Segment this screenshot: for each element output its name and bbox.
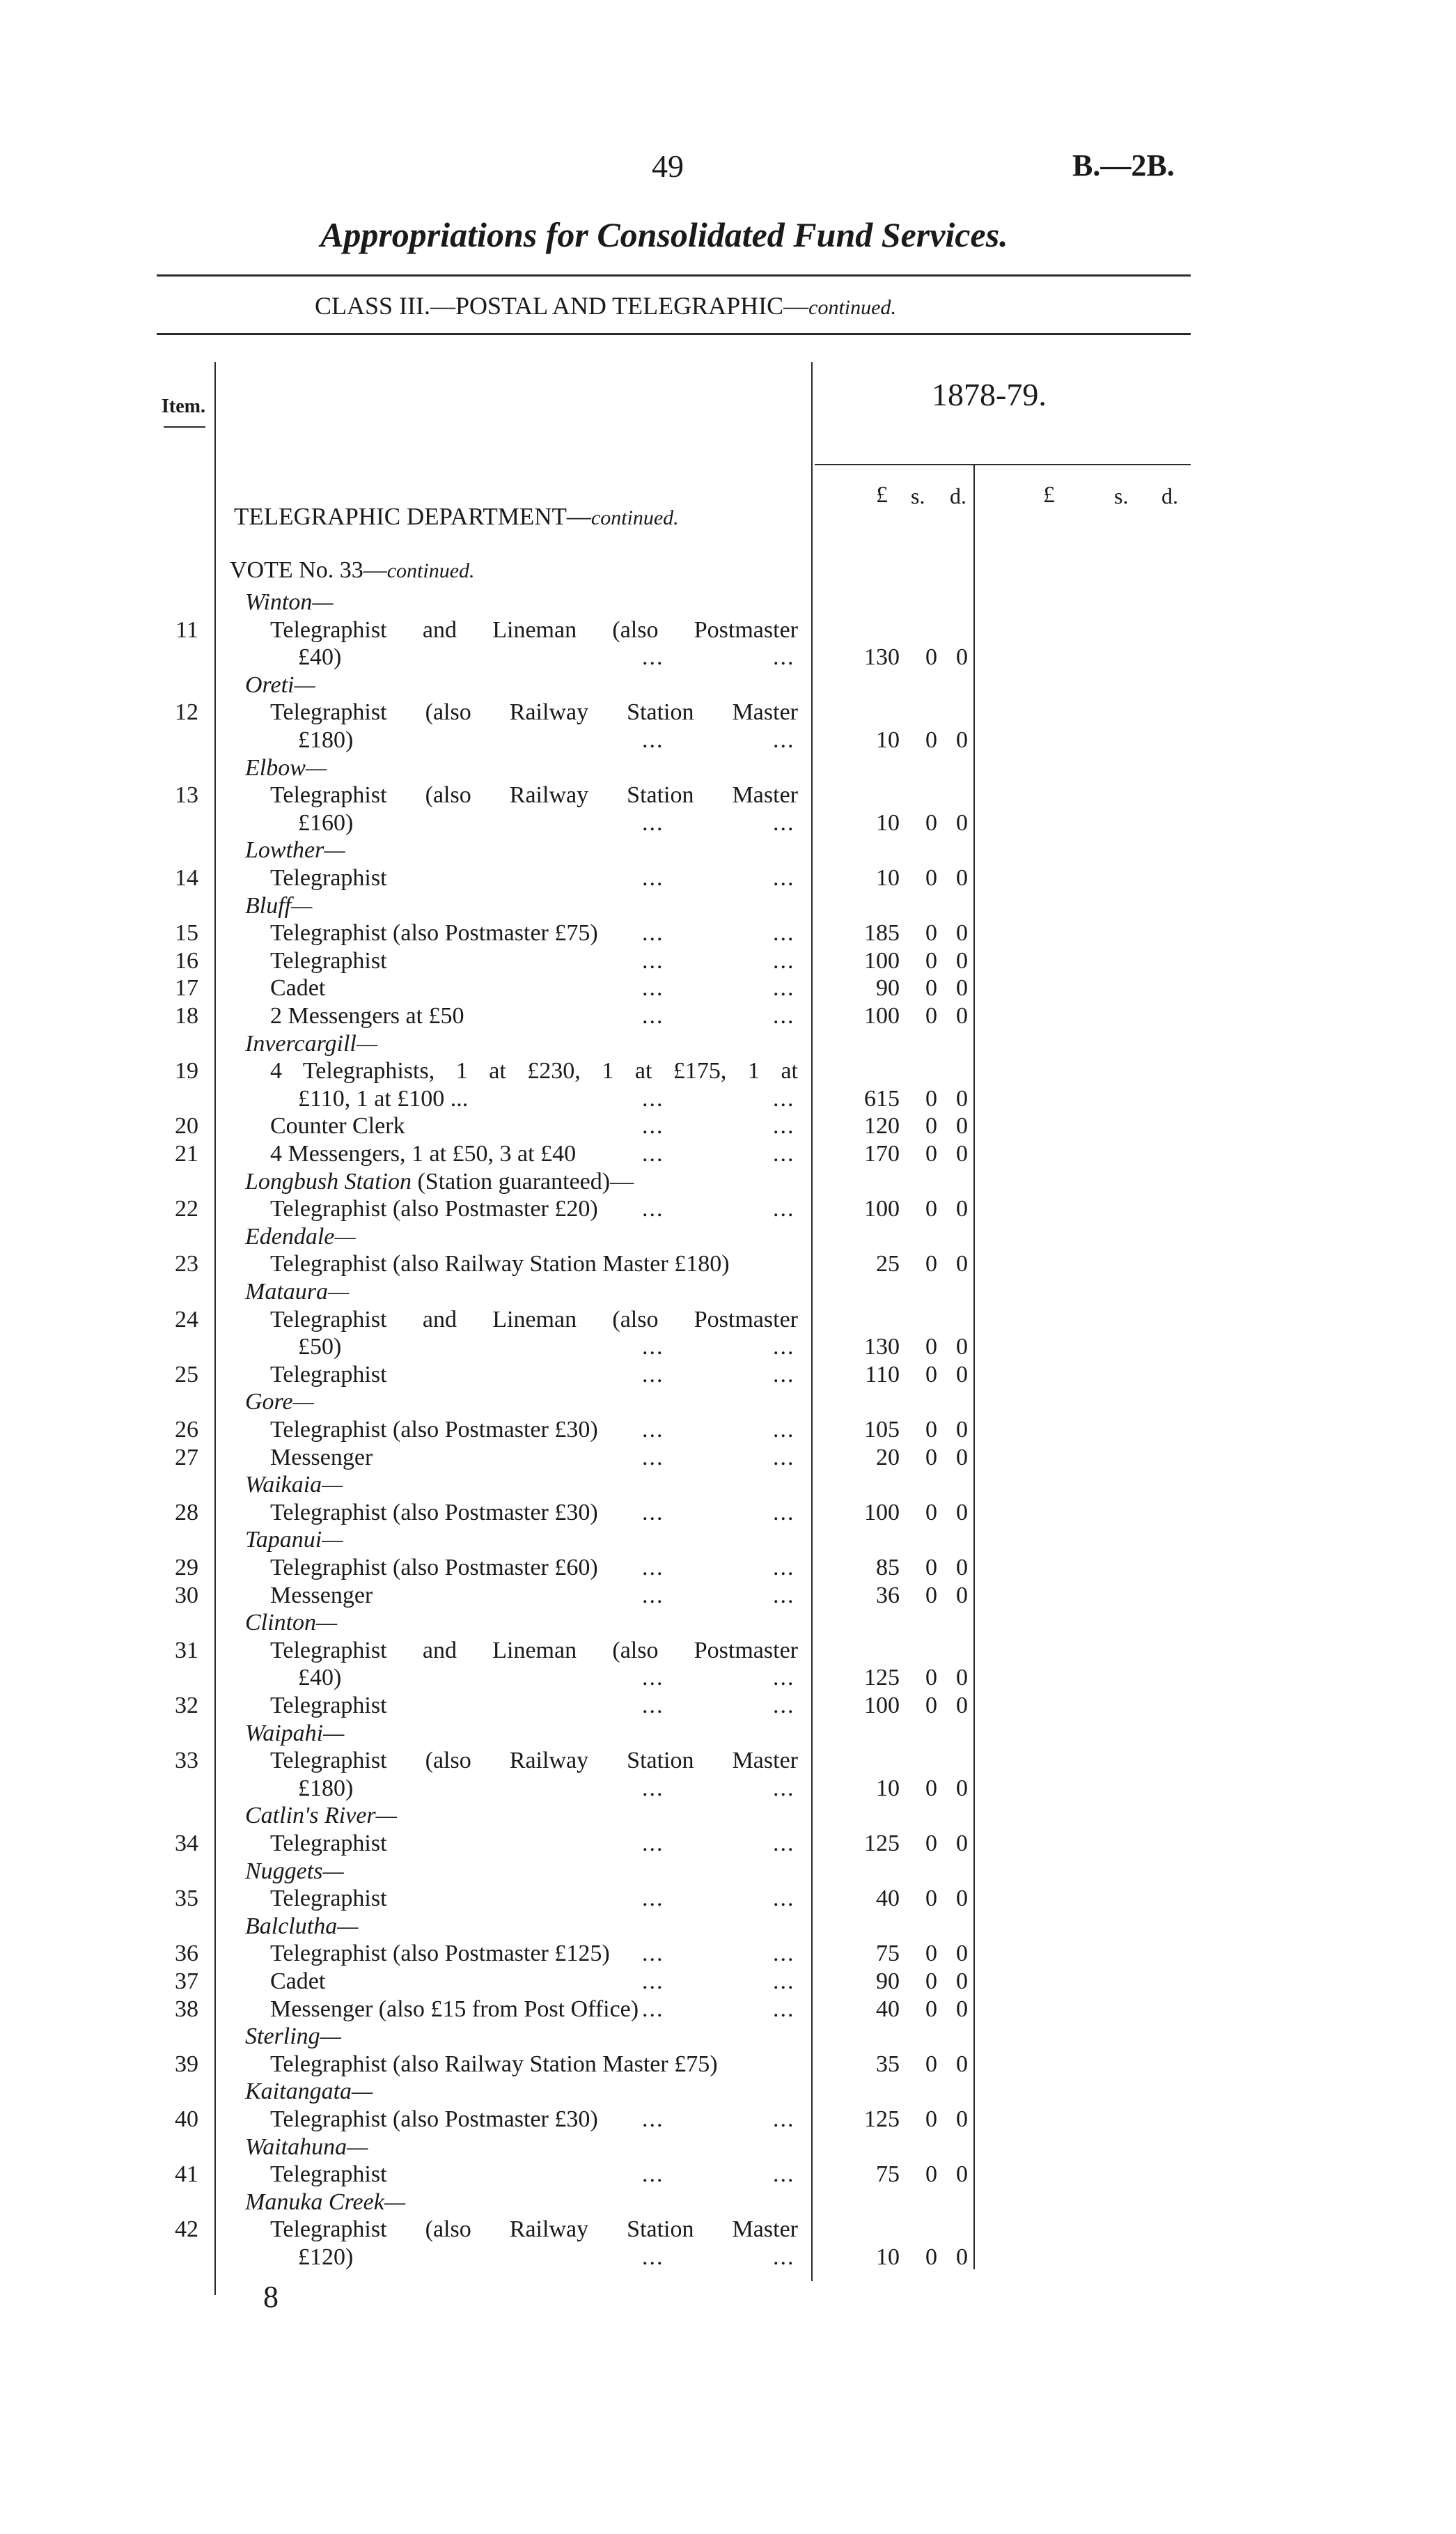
item-number: 38 [175,1996,198,2022]
item-description-line: Telegraphist (also Railway Station Master £180) [270,1251,730,1277]
amount-shillings: 0 [925,1196,937,1222]
amount-pounds: 36 [876,1582,900,1608]
amount-pence: 0 [956,1141,968,1167]
amount-shillings: 0 [925,2106,937,2132]
item-description-line: Telegraphist (also Postmaster £75) [270,920,598,947]
amount-shillings: 0 [925,1775,937,1801]
place-heading [245,1278,349,1306]
amount-shillings: 0 [925,1665,937,1691]
place-heading [245,1526,343,1554]
amount-shillings: 0 [925,865,937,891]
place-name: Edendale— [245,1223,356,1250]
item-description-line: Telegraphist and Lineman (also Postmaster [270,1306,798,1332]
department-heading-continued: continued. [590,506,679,529]
place-name: Winton— [245,589,334,615]
place-heading [245,671,315,699]
amount-pence: 0 [956,975,968,1002]
place-heading [245,1030,377,1058]
amount-pounds: 100 [864,1693,900,1718]
item-number: 31 [175,1637,198,1663]
amount-pence: 0 [956,2051,968,2077]
item-description-line: 4 Messengers, 1 at £50, 3 at £40 [270,1141,577,1167]
amount-pounds: 10 [876,1775,900,1801]
leader-dots: ... [642,727,664,753]
leader-dots: ... [773,1085,795,1112]
item-number: 39 [175,2051,198,2077]
amount-pounds: 130 [864,644,900,671]
leader-dots: ... [773,2244,795,2270]
page-title: Appropriations for Consolidated Fund Services. [320,215,1008,254]
amount-shillings: 0 [925,1141,937,1167]
amount-shillings: 0 [925,1499,937,1525]
item-number: 27 [175,1444,198,1470]
item-number: 32 [175,1693,198,1718]
item-description-line: Telegraphist (also Postmaster £30) [270,1417,598,1443]
amount-pence: 0 [956,2161,968,2188]
item-number: 41 [175,2161,198,2188]
leader-dots: ... [773,1582,795,1608]
leader-dots: ... [773,1003,795,1029]
amount-pounds: 185 [864,920,900,947]
item-number: 40 [175,2106,198,2132]
leader-dots: ... [642,1113,664,1140]
leader-dots: ... [773,1968,795,1994]
rule-item-column [214,362,216,2295]
place-heading [245,589,334,616]
item-description-line: Telegraphist [270,947,387,974]
item-description-line: Telegraphist [270,1361,387,1388]
leader-dots: ... [642,865,664,891]
item-description-line: Counter Clerk [270,1113,405,1140]
amount-pounds: 125 [864,1830,900,1856]
item-description-line: £160) [298,809,354,836]
place-name: Catlin's River— [245,1803,397,1829]
place-name: Mataura— [245,1279,350,1305]
amount-pounds: 10 [876,865,900,891]
place-name: Oreti— [245,671,315,698]
leader-dots: ... [773,1665,795,1691]
item-number: 17 [175,975,198,1002]
currency-header-pound-1: £ [876,482,888,508]
amount-shillings: 0 [925,1251,937,1277]
item-number: 30 [175,1582,198,1608]
amount-pounds: 100 [864,1003,900,1029]
leader-dots: ... [642,1775,664,1801]
item-description-line: Telegraphist [270,1830,387,1856]
item-number: 28 [175,1499,198,1525]
item-number: 25 [175,1361,198,1388]
item-description-line: Messenger [270,1444,373,1470]
amount-pence: 0 [956,1113,968,1140]
amount-pounds: 75 [876,2161,900,2188]
item-description-line: Telegraphist (also Railway Station Master [270,1748,798,1774]
item-description-line: Telegraphist (also Postmaster £30) [270,2106,598,2132]
amount-shillings: 0 [925,1693,937,1718]
item-description-line: Telegraphist (also Postmaster £30) [270,1499,598,1525]
rule-under-class [157,333,1191,335]
leader-dots: ... [773,865,795,891]
amount-pounds: 100 [864,1499,900,1525]
leader-dots: ... [642,1665,664,1691]
place-name: Tapanui— [245,1527,343,1553]
item-description-line: £120) [298,2244,354,2270]
amount-shillings: 0 [925,1085,937,1112]
place-name: Lowther— [245,837,345,864]
leader-dots: ... [773,1196,795,1222]
amount-pounds: 20 [876,1444,900,1470]
item-description-line: Telegraphist [270,1886,387,1912]
place-name: Kaitangata— [245,2078,373,2105]
amount-pounds: 75 [876,1941,900,1967]
leader-dots: ... [642,1996,664,2022]
amount-pounds: 125 [864,1665,900,1691]
amount-pence: 0 [956,1444,968,1470]
amount-pounds: 85 [876,1555,900,1580]
currency-header-shilling-2: s. [1114,483,1129,508]
amount-pence: 0 [956,1251,968,1277]
amount-pence: 0 [956,1775,968,1801]
amount-shillings: 0 [925,2051,937,2077]
amount-pounds: 105 [864,1417,900,1443]
leader-dots: ... [773,727,795,753]
amount-shillings: 0 [925,644,937,671]
amount-pence: 0 [956,1499,968,1525]
amount-pounds: 100 [864,1196,900,1222]
place-heading [245,1858,344,1886]
signature-mark: 8 [263,2280,279,2314]
item-description-line: £40) [298,1665,342,1691]
amount-pence: 0 [956,1665,968,1691]
leader-dots: ... [642,2161,664,2188]
currency-header-shilling-1: s. [911,483,925,508]
place-name: Invercargill— [245,1030,378,1057]
leader-dots: ... [773,1996,795,2022]
place-heading [245,1168,634,1196]
leader-dots: ... [642,1085,664,1112]
vote-heading-main: VOTE No. 33— [230,557,387,583]
leader-dots: ... [773,1830,795,1856]
item-number: 24 [175,1306,198,1332]
leader-dots: ... [642,975,664,1002]
leader-dots: ... [642,1499,664,1525]
leader-dots: ... [773,1141,795,1167]
document-reference: B.—2B. [1072,148,1175,182]
place-heading [245,2023,341,2051]
amount-pence: 0 [956,644,968,671]
leader-dots: ... [773,1886,795,1912]
amount-pence: 0 [956,1361,968,1388]
item-number: 12 [175,699,198,726]
item-header-underline [164,426,205,428]
amount-pounds: 130 [864,1334,900,1360]
item-description-line: Cadet [270,975,326,1002]
amount-pence: 0 [956,865,968,891]
amount-pence: 0 [956,1968,968,1994]
item-number: 16 [175,947,198,974]
leader-dots: ... [642,1582,664,1608]
leader-dots: ... [642,1417,664,1443]
place-name: Waipahi— [245,1720,345,1746]
vote-heading [230,557,475,584]
item-number: 18 [175,1003,198,1029]
item-description-line: Telegraphist and Lineman (also Postmaster [270,616,798,643]
item-number: 15 [175,920,198,947]
amount-pence: 0 [956,1334,968,1360]
place-heading [245,892,312,920]
amount-shillings: 0 [925,727,937,753]
amount-pence: 0 [956,1085,968,1112]
leader-dots: ... [642,1555,664,1580]
amount-shillings: 0 [925,1555,937,1580]
department-heading-main: TELEGRAPHIC DEPARTMENT— [234,503,591,530]
amount-pence: 0 [956,1830,968,1856]
amount-pounds: 40 [876,1996,900,2022]
place-name: Longbush Station [245,1168,412,1195]
place-name: Elbow— [245,754,327,781]
amount-shillings: 0 [925,1003,937,1029]
amount-pounds: 125 [864,2106,900,2132]
class-heading-continued: continued. [808,296,896,319]
place-heading [245,2078,373,2106]
leader-dots: ... [642,1196,664,1222]
place-heading [245,1913,358,1941]
amount-pence: 0 [956,1941,968,1967]
leader-dots: ... [642,2244,664,2270]
item-description-line: Telegraphist (also Postmaster £60) [270,1555,598,1580]
leader-dots: ... [642,1886,664,1912]
item-description-line: Messenger (also £15 from Post Office) [270,1996,639,2022]
leader-dots: ... [642,1693,664,1718]
leader-dots: ... [773,1361,795,1388]
leader-dots: ... [773,947,795,974]
amount-pounds: 170 [864,1141,900,1167]
amount-shillings: 0 [925,1334,937,1360]
amount-shillings: 0 [925,1113,937,1140]
leader-dots: ... [773,2161,795,2188]
place-heading [245,2133,368,2161]
leader-dots: ... [773,1693,795,1718]
item-description-line: Telegraphist [270,2161,387,2188]
class-heading-main: CLASS III.—POSTAL AND TELEGRAPHIC— [315,292,809,320]
amount-shillings: 0 [925,2244,937,2270]
place-name: Waikaia— [245,1472,343,1498]
leader-dots: ... [642,920,664,947]
leader-dots: ... [642,1941,664,1967]
amount-pounds: 35 [876,2051,900,2077]
leader-dots: ... [773,1113,795,1140]
department-heading [234,503,679,531]
item-number: 34 [175,1830,198,1856]
amount-shillings: 0 [925,1830,937,1856]
currency-header-pence-1: d. [950,483,966,508]
amount-shillings: 0 [925,1444,937,1470]
currency-header-pound-2: £ [1043,482,1055,508]
amount-shillings: 0 [925,1417,937,1443]
amount-pence: 0 [956,1003,968,1029]
leader-dots: ... [642,1444,664,1470]
amount-shillings: 0 [925,2161,937,2188]
leader-dots: ... [773,1555,795,1580]
rule-pence-right [973,465,975,2269]
leader-dots: ... [642,1968,664,1994]
leader-dots: ... [773,809,795,836]
item-description-line: 4 Telegraphists, 1 at £230, 1 at £175, 1 at [270,1058,798,1085]
leader-dots: ... [773,1775,795,1801]
amount-pounds: 90 [876,975,900,1002]
item-description-line: £110, 1 at £100 ... [298,1085,469,1112]
amount-pence: 0 [956,920,968,947]
place-name: Bluff— [245,892,313,919]
amount-shillings: 0 [925,809,937,836]
amount-shillings: 0 [925,1582,937,1608]
leader-dots: ... [642,2106,664,2132]
amount-pence: 0 [956,1555,968,1580]
place-heading [245,1471,343,1499]
leader-dots: ... [642,1361,664,1388]
amount-pence: 0 [956,1693,968,1718]
place-name: Clinton— [245,1610,338,1636]
amount-pence: 0 [956,1886,968,1912]
leader-dots: ... [642,1830,664,1856]
leader-dots: ... [773,920,795,947]
place-note: (Station guaranteed)— [411,1168,634,1195]
amount-pence: 0 [956,947,968,974]
amount-shillings: 0 [925,920,937,947]
leader-dots: ... [773,1499,795,1525]
item-number: 11 [175,616,198,643]
amount-pounds: 10 [876,2244,900,2270]
item-description-line: £50) [298,1334,342,1360]
item-number: 42 [175,2216,198,2243]
item-description-line: Telegraphist (also Postmaster £20) [270,1196,598,1222]
item-number: 33 [175,1748,198,1774]
item-number: 26 [175,1417,198,1443]
leader-dots: ... [773,975,795,1002]
leader-dots: ... [773,1334,795,1360]
amount-pence: 0 [956,1996,968,2022]
item-number: 35 [175,1886,198,1912]
amount-shillings: 0 [925,1886,937,1912]
place-heading [245,1720,344,1748]
rule-top [157,274,1191,277]
leader-dots: ... [773,1941,795,1967]
leader-dots: ... [642,1141,664,1167]
amount-pence: 0 [956,1196,968,1222]
amount-pounds: 10 [876,727,900,753]
item-number: 23 [175,1251,198,1277]
amount-pounds: 25 [876,1251,900,1277]
item-number: 13 [175,782,198,809]
place-heading [245,837,345,864]
year-header-rule [815,464,1191,465]
amount-pounds: 110 [865,1361,900,1388]
item-number: 37 [175,1968,198,1994]
amount-shillings: 0 [925,1941,937,1967]
leader-dots: ... [642,809,664,836]
leader-dots: ... [773,1444,795,1470]
place-name: Balclutha— [245,1913,359,1939]
amount-shillings: 0 [925,947,937,974]
amount-pounds: 40 [876,1886,900,1912]
item-description-line: Telegraphist [270,865,387,891]
place-heading [245,1388,314,1416]
item-description-line: £180) [298,727,354,753]
leader-dots: ... [642,1334,664,1360]
item-description-line: Messenger [270,1582,373,1608]
place-heading [245,754,327,782]
item-description-line: Telegraphist [270,1693,387,1718]
amount-pence: 0 [956,809,968,836]
item-number: 36 [175,1941,198,1967]
amount-pounds: 615 [864,1085,900,1112]
leader-dots: ... [642,644,664,671]
item-description-line: Telegraphist (also Railway Station Master [270,782,798,809]
place-heading [245,1223,356,1251]
leader-dots: ... [773,1417,795,1443]
item-description-line: Telegraphist and Lineman (also Postmaster [270,1637,798,1663]
amount-pounds: 100 [864,947,900,974]
place-name: Gore— [245,1389,314,1415]
item-column-header: Item. [162,396,205,417]
amount-pounds: 120 [864,1113,900,1140]
item-description-line: Telegraphist (also Postmaster £125) [270,1941,610,1967]
amount-shillings: 0 [925,1968,937,1994]
place-heading [245,1609,337,1637]
leader-dots: ... [642,1003,664,1029]
item-number: 19 [175,1058,198,1085]
year-header: 1878-79. [932,377,1047,412]
place-heading [245,1802,397,1830]
item-description-line: £180) [298,1775,354,1801]
place-name: Waitahuna— [245,2133,368,2160]
amount-shillings: 0 [925,1996,937,2022]
item-number: 14 [175,865,198,891]
place-name: Manuka Creek— [245,2189,406,2215]
item-description-line: £40) [298,644,342,671]
item-description-line: 2 Messengers at £50 [270,1003,464,1029]
leader-dots: ... [642,947,664,974]
place-name: Sterling— [245,2023,341,2050]
item-description-line: Telegraphist (also Railway Station Master [270,2216,798,2243]
amount-pence: 0 [956,2244,968,2270]
item-description-line: Telegraphist (also Railway Station Master £75) [270,2051,718,2077]
amount-pence: 0 [956,2106,968,2132]
leader-dots: ... [773,644,795,671]
vote-heading-continued: continued. [386,559,475,582]
amount-pence: 0 [956,1417,968,1443]
item-description-line: Telegraphist (also Railway Station Master [270,699,798,726]
amount-pence: 0 [956,1582,968,1608]
item-number: 21 [175,1141,198,1167]
rule-amount-left [811,362,813,2281]
place-heading [245,2189,405,2216]
item-number: 29 [175,1555,198,1580]
page-number: 49 [652,148,684,184]
amount-pence: 0 [956,727,968,753]
leader-dots: ... [773,2106,795,2132]
amount-pounds: 10 [876,809,900,836]
currency-header-pence-2: d. [1161,483,1178,508]
amount-shillings: 0 [925,975,937,1002]
amount-shillings: 0 [925,1361,937,1388]
amount-pounds: 90 [876,1968,900,1994]
class-heading [315,291,896,320]
place-name: Nuggets— [245,1858,344,1884]
item-number: 22 [175,1196,198,1222]
item-description-line: Cadet [270,1968,326,1994]
item-number: 20 [175,1113,198,1140]
